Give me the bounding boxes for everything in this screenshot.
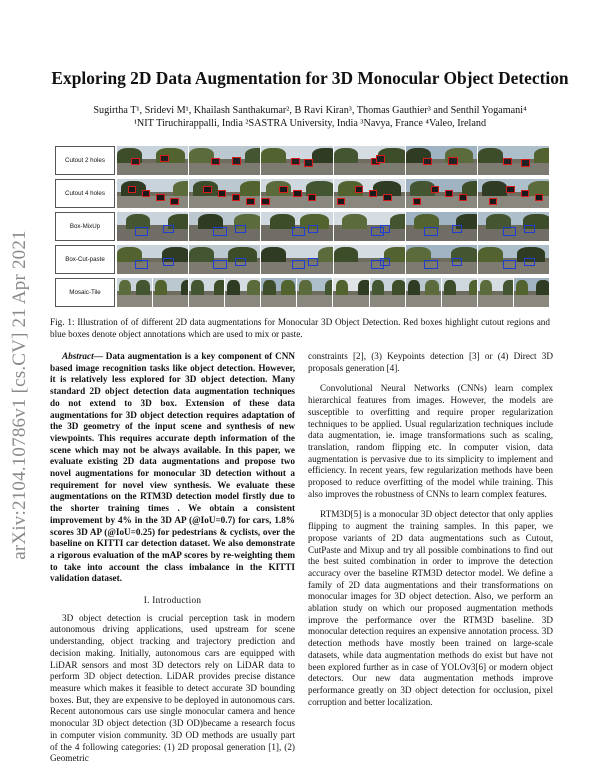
scene-image [514, 278, 549, 307]
scene-image [334, 245, 405, 274]
right-paragraph-1: constraints [2], (3) Keypoints detection [3] or (4) Direct 3D proposals generation [4]. [308, 351, 553, 373]
right-paragraph-3: RTM3D[5] is a monocular 3D object detector that only applies flipping to augment the training samples. In this paper, we propose variants of 2D data augmentations such as Cutout, CutPaste and Mixup and try all possible combinations to find out the best suited combination in order to improve the detection accuracy over the baseline RTM3D detector model. We define a family of 2D data augmentations and their transformations on monocular images for 3D object detection. Also, we perform an ablation study on which our proposed augmentation methods improve the performance over the RTM3D baseline. 3D monocular detection requires an expensive annotation process. 3D detection methods have mostly been trained on large-scale datasets, while data augmentation methods do exist but have not been explored further as in case of YOLOv3[6] or modern object detectors. Our new data augmentation methods improve performance greatly on 3D object detection for occlusion, pixel corruption and better localization. [308, 509, 553, 707]
scene-image [189, 278, 224, 307]
right-paragraph-2: Convolutional Neural Networks (CNNs) learn complex hierarchical features from images. However, the models are susceptible to overfitting and require proper regularization techniques to be applied. Usual regularization techniques include data augmentation, ie. image transformations such as scaling, translation, random flipping etc. In computer vision, data augmentation is pervasive due to its simplicity to implement and efficiency. In recent years, few regularization methods have been proposed to reduce overfitting of the model while training. This also improves the robustness of CNNs to learn complex features. [308, 383, 553, 499]
scene-image [117, 179, 188, 208]
figure-caption: Fig. 1: Illustration of of different 2D data augmentations for Monocular 3D Object Detection. Red boxes highlight cutout regions and blue boxes denote object annotations which are used to mix or paste. [50, 317, 550, 339]
scene-image [334, 146, 405, 175]
author-names: Sugirtha T¹, Sridevi M¹, Khailash Santhakumar², B Ravi Kiran³, Thomas Gauthier³ and Senthil Yogamani⁴ [93, 105, 527, 116]
scene-image [189, 212, 260, 241]
scene-image [153, 278, 188, 307]
scene-image [478, 146, 549, 175]
scene-image [370, 278, 405, 307]
figure-row [55, 179, 549, 209]
scene-image [117, 278, 152, 307]
scene-image [478, 179, 549, 208]
scene-image [334, 179, 405, 208]
scene-image [406, 179, 477, 208]
figure-row [55, 245, 549, 275]
scene-image [189, 179, 260, 208]
figure-row-images [117, 212, 549, 241]
scene-image [478, 212, 549, 241]
scene-image [261, 146, 332, 175]
scene-image [297, 278, 332, 307]
figure-row-images [117, 278, 549, 307]
abstract [50, 351, 295, 585]
scene-image [333, 278, 368, 307]
scene-image [261, 278, 296, 307]
scene-image [189, 245, 260, 274]
abstract-text: — Data augmentation is a key component of CNN based image recognition tasks like object detection. However, it is relatively less explored for 3D object detection. Many standard 2D object detection data augmentation techniques do not extend to 3D box. Extension of these data augmentations for 3D object detection requires adaptation of the 3D geometry of the input scene and synthesis of new viewpoints. This requires accurate depth information of the scene which may not be always available. In this paper, we evaluate existing 2D data augmentations and propose two novel augmentations for monocular 3D detection without a requirement for novel view synthesis. We evaluate these augmentations on the RTM3D detection model firstly due to the shorter training times . We obtain a consistent improvement by 4% in the 3D AP (@IoU=0.7) for cars, 1.8% scores 3D AP (@IoU=0.25) for pedestrians & cyclists, over the baseline on KITTI car detection dataset. We also demonstrate a rigorous evaluation of the mAP scores by re-weighting them to take into account the class imbalance in the KITTI validation dataset. [50, 351, 295, 584]
scene-image [478, 245, 549, 274]
figure-row-images [117, 146, 549, 175]
right-column [308, 351, 553, 708]
figure-row [55, 212, 549, 242]
figure-row-label: Cutout 4 holes [55, 179, 115, 208]
scene-image [189, 146, 260, 175]
figure-row-label: Box-MixUp [55, 212, 115, 241]
figure-row [55, 146, 549, 176]
figure-row-label: Box-Cut-paste [55, 245, 115, 274]
figure-row-label: Cutout 2 holes [55, 146, 115, 175]
figure-1 [55, 146, 549, 310]
figure-row-label: Mosaic-Tile [55, 278, 115, 307]
author-block [50, 104, 570, 130]
abstract-label: Abstract [62, 351, 94, 361]
figure-row [55, 278, 549, 308]
scene-image [406, 146, 477, 175]
scene-image [478, 278, 513, 307]
arxiv-stamp-text: arXiv:2104.10786v1 [cs.CV] 21 Apr 2021 [9, 230, 31, 560]
scene-image [117, 212, 188, 241]
scene-image [261, 212, 332, 241]
scene-image [442, 278, 477, 307]
scene-image [406, 278, 441, 307]
scene-image [117, 245, 188, 274]
scene-image [261, 179, 332, 208]
intro-paragraph-1: 3D object detection is crucial perception task in modern autonomous driving applications, used upstream for scene understanding, object tracking and trajectory prediction and decision making. Initially, autonomous cars are equipped with LiDAR sensors and most 3D detectors rely on LiDAR data to perform 3D object detection. LiDAR provides precise distance measure which makes it feasible to detect accurate 3D bounding boxes. But, they are expensive to be deployed in autonomous cars. Recent autonomous cars use single monocular camera and hence monocular 3D object detection (3D OD)became a research focus in computer vision community. 3D OD methods are usually part of the 4 following categories: (1) 2D proposal generation [1], (2) Geometric [50, 612, 295, 764]
scene-image [225, 278, 260, 307]
author-affiliations: ¹NIT Tiruchirappalli, India ²SASTRA University, India ³Navya, France ⁴Valeo, Ireland [133, 118, 487, 129]
figure-row-images [117, 245, 549, 274]
scene-image [334, 212, 405, 241]
scene-image [406, 212, 477, 241]
scene-image [406, 245, 477, 274]
paper-title: Exploring 2D Data Augmentation for 3D Monocular Object Detection [51, 68, 569, 88]
section-heading: I. Introduction [143, 595, 202, 606]
figure-row-images [117, 179, 549, 208]
scene-image [261, 245, 332, 274]
arxiv-stamp [0, 210, 40, 580]
scene-image [117, 146, 188, 175]
left-column [50, 351, 295, 765]
